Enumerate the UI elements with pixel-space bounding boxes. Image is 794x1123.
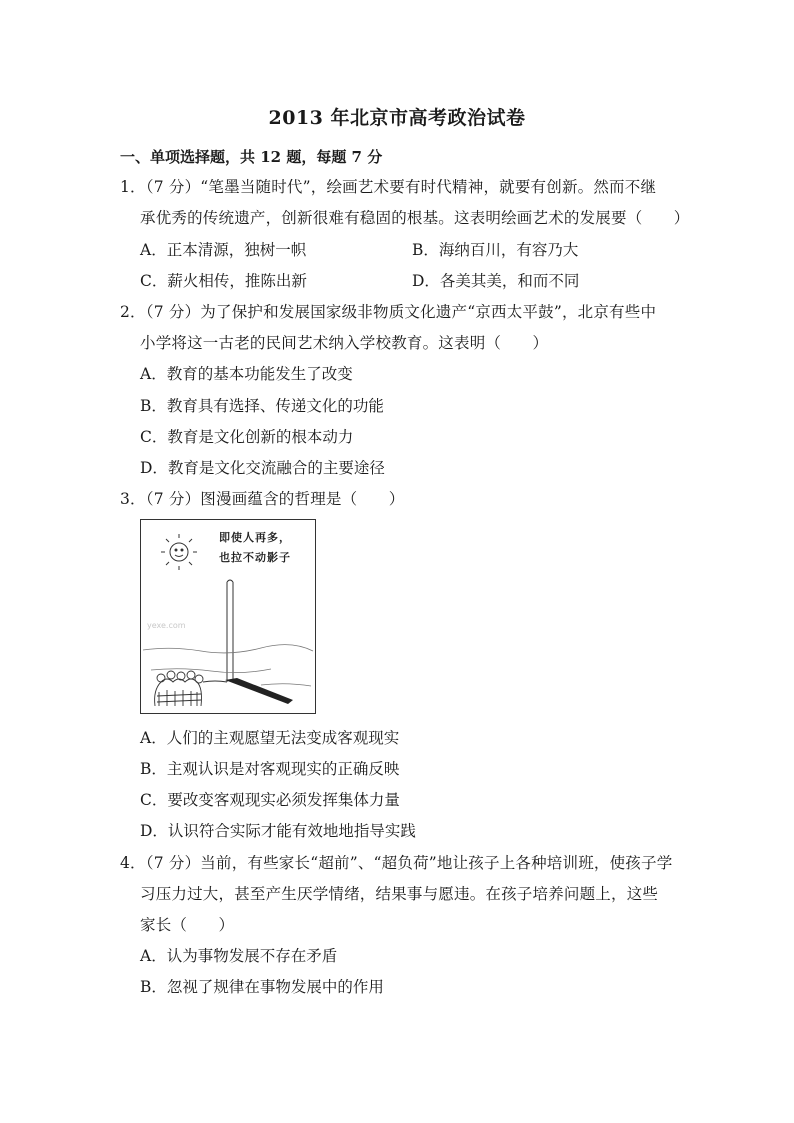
crowd-drawing (155, 671, 203, 706)
question-3-line-1: 3．（7 分）图漫画蕴含的哲理是（ ） (120, 490, 405, 508)
cartoon-figure (140, 519, 316, 714)
sun-icon (161, 534, 197, 570)
question-4-option-a[interactable]: A．认为事物发展不存在矛盾 (140, 947, 338, 965)
question-3-option-c[interactable]: C．要改变客观现实必须发挥集体力量 (140, 791, 400, 809)
question-3-option-b[interactable]: B．主观认识是对客观现实的正确反映 (140, 760, 400, 778)
page-title: 2013 年北京市高考政治试卷 (268, 107, 526, 129)
watermark: yexe.com (147, 621, 186, 630)
question-2-option-c[interactable]: C．教育是文化创新的根本动力 (140, 428, 354, 446)
question-3-option-d[interactable]: D．认识符合实际才能有效地地指导实践 (140, 822, 416, 840)
question-1-line-1: 1．（7 分）“笔墨当随时代”，绘画艺术要有时代精神，就要有创新。然而不继 (120, 178, 657, 196)
question-1-option-b[interactable]: B．海纳百川，有容乃大 (412, 241, 579, 259)
shadow-drawing (225, 678, 293, 704)
cartoon-caption-line-2: 也拉不动影子 (219, 551, 291, 564)
question-1-line-2: 承优秀的传统遗产，创新很难有稳固的根基。这表明绘画艺术的发展要（ ） (140, 209, 690, 227)
question-4-line-3: 家长（ ） (140, 916, 235, 934)
question-3-option-a[interactable]: A．人们的主观愿望无法变成客观现实 (140, 729, 400, 747)
rope-drawing (203, 681, 227, 682)
cartoon-caption-line-1: 即使人再多， (219, 531, 291, 544)
question-4-line-1: 4．（7 分）当前，有些家长“超前”、“超负荷”地让孩子上各种培训班，使孩子学 (120, 854, 673, 872)
question-2-option-a[interactable]: A．教育的基本功能发生了改变 (140, 365, 353, 383)
question-4-option-b[interactable]: B．忽视了规律在事物发展中的作用 (140, 978, 384, 996)
section-heading: 一、单项选择题，共 12 题，每题 7 分 (120, 148, 383, 166)
pole-drawing (227, 580, 233, 682)
question-2-option-d[interactable]: D．教育是文化交流融合的主要途径 (140, 459, 385, 477)
question-1-option-c[interactable]: C．薪火相传，推陈出新 (140, 272, 307, 290)
question-2-line-2: 小学将这一古老的民间艺术纳入学校教育。这表明（ ） (140, 334, 549, 352)
question-4-line-2: 习压力过大，甚至产生厌学情绪，结果事与愿违。在孩子培养问题上，这些 (140, 885, 659, 903)
cartoon-caption (219, 528, 291, 568)
question-2-option-b[interactable]: B．教育具有选择、传递文化的功能 (140, 397, 384, 415)
question-2-line-1: 2．（7 分）为了保护和发展国家级非物质文化遗产“京西太平鼓”，北京有些中 (120, 303, 657, 321)
question-1-option-a[interactable]: A．正本清源，独树一帜 (140, 241, 307, 259)
question-1-option-d[interactable]: D．各美其美，和而不同 (412, 272, 580, 290)
